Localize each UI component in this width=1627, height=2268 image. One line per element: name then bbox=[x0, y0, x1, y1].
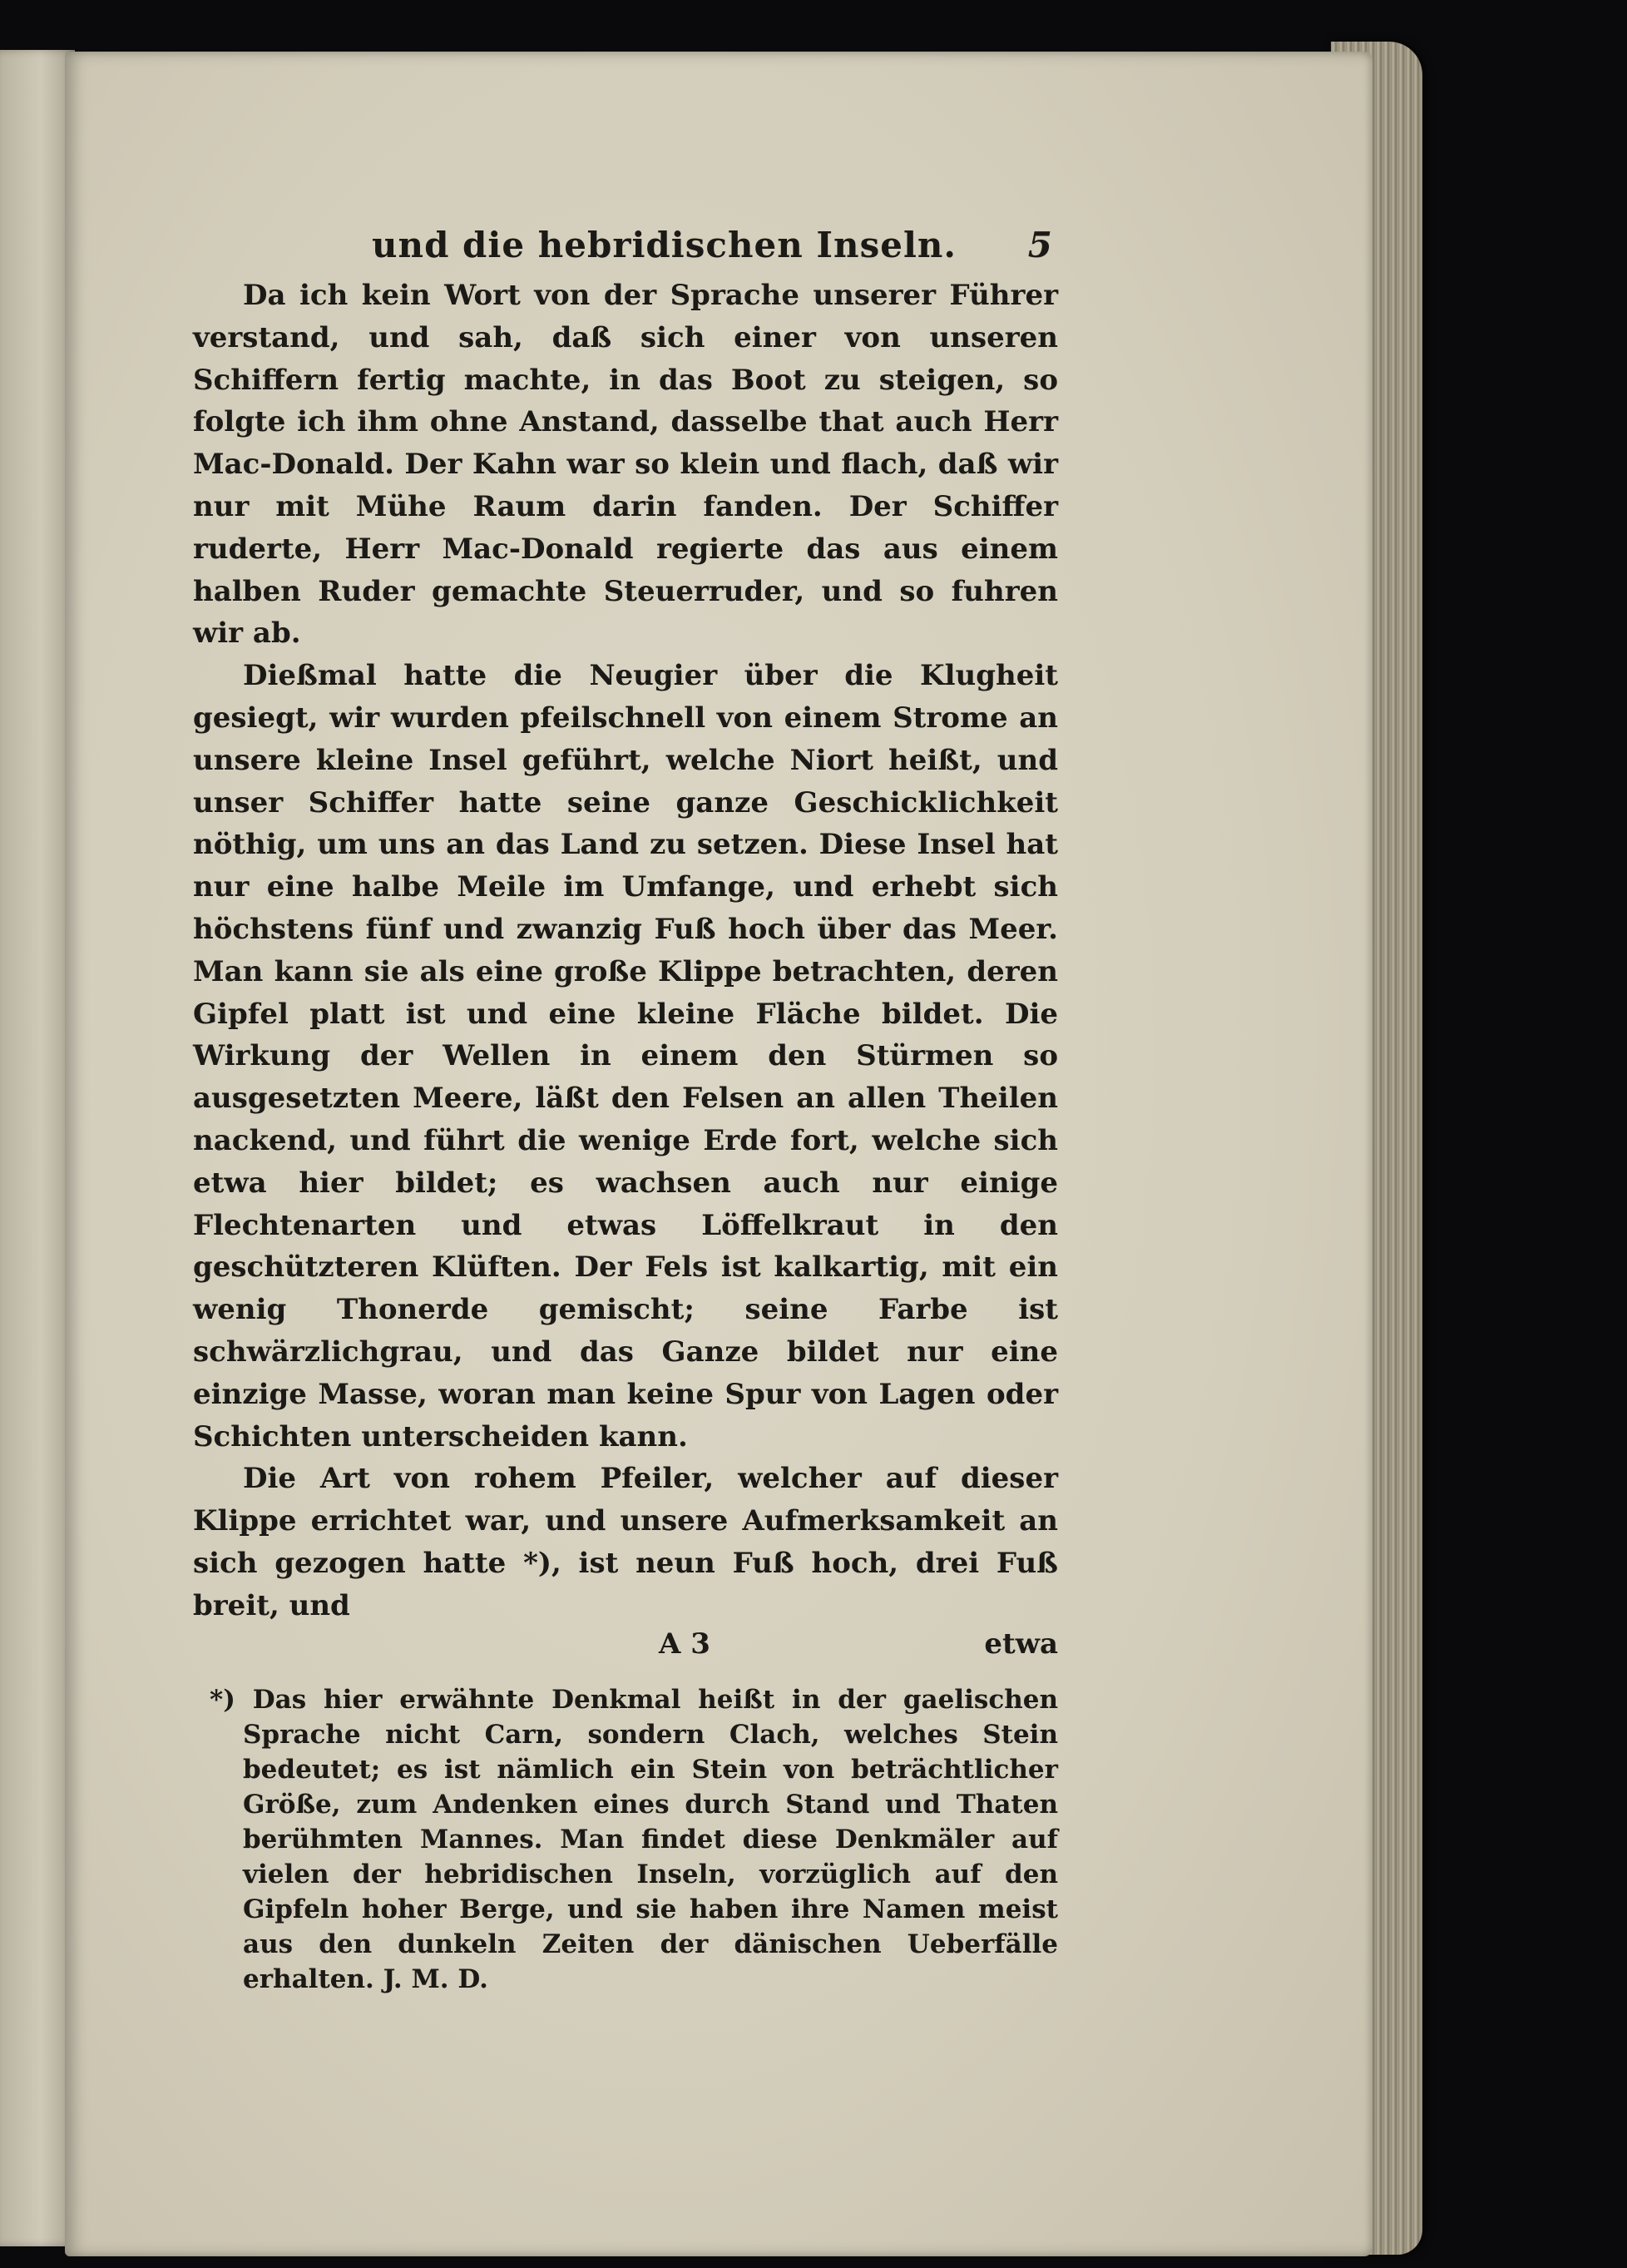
footnote: *) Das hier erwähnte Denkmal heißt in der gaelischen Sprache nicht Carn, sondern Clach, welches Stein bedeutet; es ist nämlich ein Stein von beträchtlicher Größe, zum Andenken eines durch Stand und Thaten berühmten Mannes. Man findet diese Denkmäler auf vielen der hebridischen Inseln, vorzüglich auf den Gipfeln hoher Berge, und sie haben ihre Namen meist aus den dunkeln Zeiten der dänischen Ueberfälle erhalten. J. M. D. bbox=[210, 1684, 1058, 1994]
catchline bbox=[193, 1627, 1058, 1671]
paragraph: Die Art von rohem Pfeiler, welcher auf dieser Klippe errichtet war, und unsere Aufmerksamkeit an sich gezogen hatte *), ist neun Fuß hoch, drei Fuß breit, und bbox=[193, 1462, 1058, 1622]
paragraph: Da ich kein Wort von der Sprache unserer Führer verstand, und sah, daß sich einer von unseren Schiffern fertig machte, in das Boot zu steigen, so folgte ich ihm ohne Anstand, dasselbe that auch Herr Mac-Donald. Der Kahn war so klein und flach, daß wir nur mit Mühe Raum darin fanden. Der Schiffer ruderte, Herr Mac-Donald regierte das aus einem halben Ruder gemachte Steuerruder, und so fuhren wir ab. bbox=[193, 279, 1058, 651]
body-text bbox=[193, 275, 1058, 1627]
page-text bbox=[193, 225, 1058, 1997]
signature-mark: A 3 bbox=[659, 1627, 710, 1661]
previous-page-edge bbox=[0, 50, 75, 2246]
paragraph: Dießmal hatte die Neugier über die Klugheit gesiegt, wir wurden pfeilschnell von einem Strome an unsere kleine Insel geführt, welche Niort heißt, und unser Schiffer hatte seine ganze Geschicklichkeit nöthig, um uns an das Land zu setzen. Diese Insel hat nur eine halbe Meile im Umfange, und erhebt sich höchstens fünf und zwanzig Fuß hoch über das Meer. Man kann sie als eine große Klippe betrachten, deren Gipfel platt ist und eine kleine Fläche bildet. Die Wirkung der Wellen in einem den Stürmen so ausgesetzten Meere, läßt den Felsen an allen Theilen nackend, und führt die wenige Erde fort, welche sich etwa hier bildet; es wachsen auch nur einige Flechtenarten und etwas Löffelkraut in den geschützteren Klüften. Der Fels ist kalkartig, mit ein wenig Thonerde gemischt; seine Farbe ist schwärzlichgrau, und das Ganze bildet nur eine einzige Masse, woran man keine Spur von Lagen oder Schichten unterscheiden kann. bbox=[193, 659, 1058, 1453]
catchword: etwa bbox=[984, 1627, 1058, 1661]
page-number: 5 bbox=[1027, 225, 1053, 265]
running-title: und die hebridischen Inseln. bbox=[372, 225, 957, 265]
running-head bbox=[193, 225, 1058, 275]
